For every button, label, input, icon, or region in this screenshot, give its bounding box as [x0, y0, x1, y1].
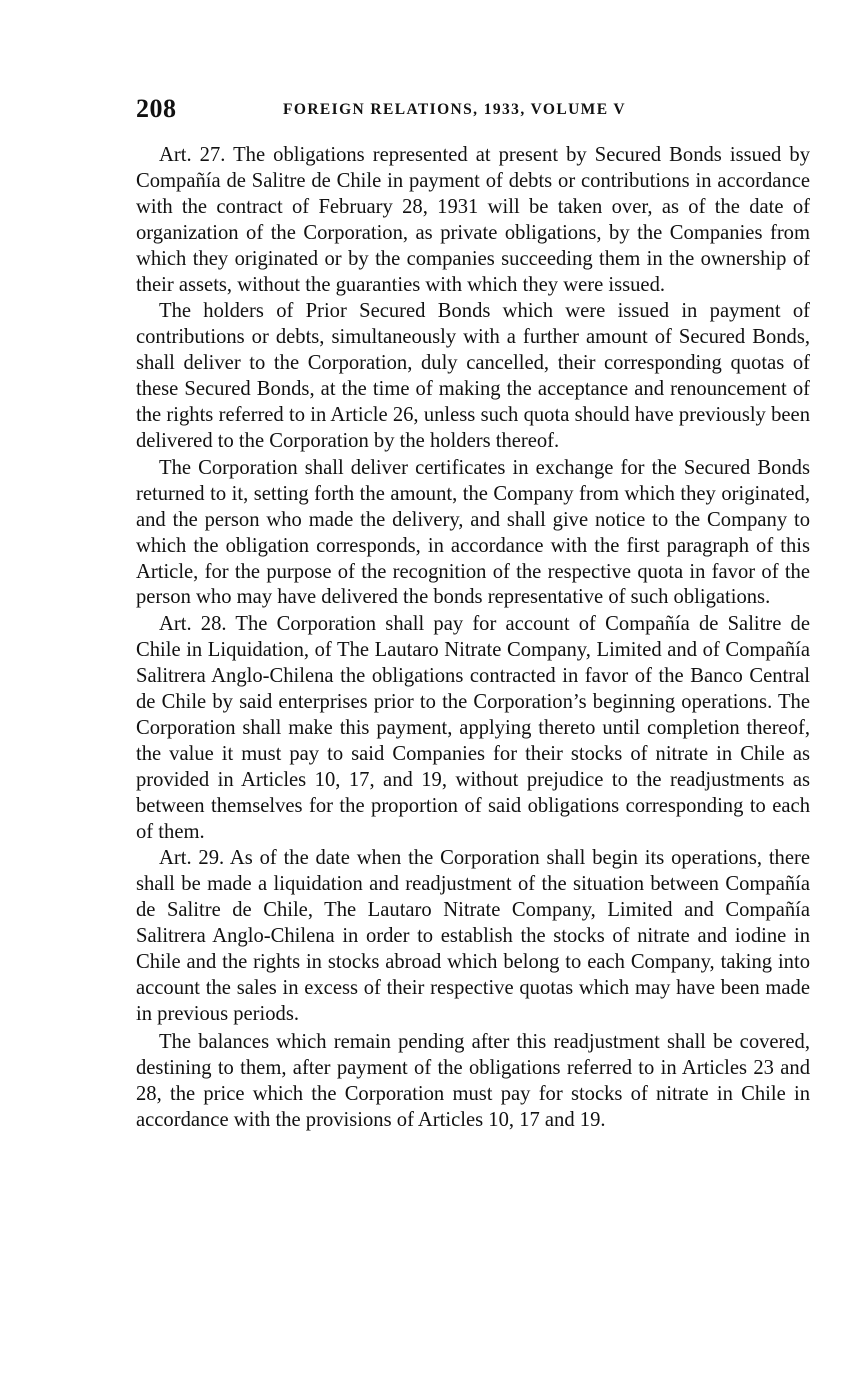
- paragraph-certificates: The Corporation shall deliver certificates in exchange for the Secured Bonds returned to it, setting forth the amount, the Company from which they originated, and the person who made the delivery, and shall give notice to the Company to which the obligation corresponds, in accordance with the first paragraph of this Article, for the purpose of the recognition of the respective quota in favor of the person who may have delivered the bonds representative of such obligations.: [136, 456, 810, 609]
- paragraph-prior-secured-bonds: The holders of Prior Secured Bonds which were issued in payment of contributions or debts, simultaneously with a further amount of Secured Bonds, shall deliver to the Corporation, duly cancelled, their corresponding quotas of these Secured Bonds, at the time of making the acceptance and renouncement of the rights referred to in Article 26, unless such quota should have previously been delivered to the Corporation by the holders thereof.: [136, 300, 810, 452]
- running-title: FOREIGN RELATIONS, 1933, VOLUME V: [283, 101, 627, 118]
- paragraph-art-27: Art. 27. The obligations represented at present by Secured Bonds issued by Compañía de Salitre de Chile in payment of debts or contributions in accordance with the contract of February 28, 1931 will be taken over, as of the date of organization of the Corporation, as private obligations, by the Companies from which they originated or by the companies succeeding them in the ownership of their assets, without the guaranties with which they were issued.: [136, 144, 810, 296]
- page-number: 208: [136, 94, 177, 123]
- paragraph-art-29: Art. 29. As of the date when the Corporation shall begin its operations, there shall be made a liquidation and readjustment of the situation between Compañía de Salitre de Chile, The Lautaro Nitrate Company, Limited and Compañía Salitrera Anglo-Chilena in order to establish the stocks of nitrate and iodine in Chile and the rights in stocks abroad which belong to each Company, taking into account the sales in excess of their respective quotas which may have been made in previous periods.: [136, 847, 810, 1025]
- paragraph-art-28: Art. 28. The Corporation shall pay for account of Compañía de Salitre de Chile in Liquidation, of The Lautaro Nitrate Company, Limited and of Compañía Salitrera Anglo-Chilena the obligations contracted in favor of the Banco Central de Chile by said enterprises prior to the Corporation’s beginning operations. The Corporation shall make this payment, applying thereto until completion thereof, the value it must pay to said Companies for their stocks of nitrate in Chile as provided in Articles 10, 17, and 19, without prejudice to the readjustments as between themselves for the proportion of said obligations corresponding to each of them.: [136, 613, 810, 843]
- paragraph-balances: The balances which remain pending after this readjustment shall be covered, destining to them, after payment of the obligations referred to in Articles 23 and 28, the price which the Corporation must pay for stocks of nitrate in Chile in accordance with the provisions of Articles 10, 17 and 19.: [136, 1030, 810, 1131]
- document-body: [136, 143, 810, 1134]
- page-header: [136, 94, 812, 126]
